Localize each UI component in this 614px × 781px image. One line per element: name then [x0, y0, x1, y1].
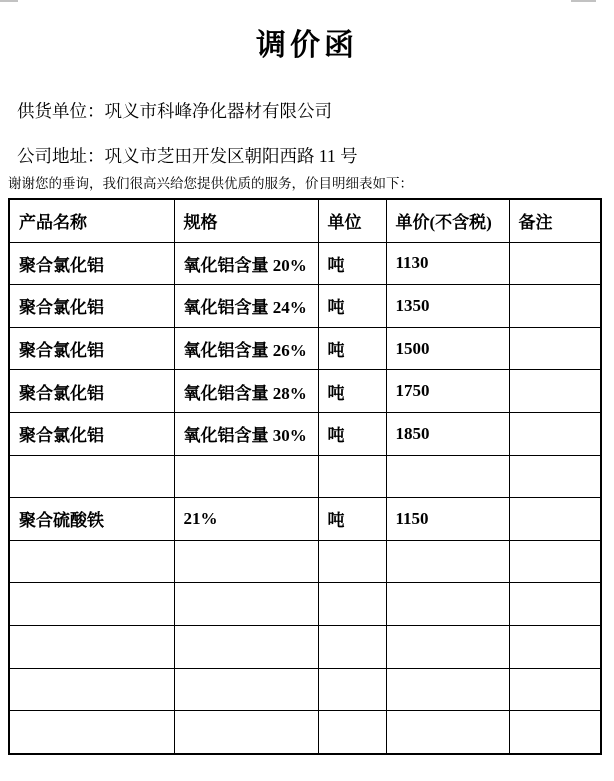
- table-cell: 聚合硫酸铁: [9, 498, 174, 541]
- table-cell: 吨: [318, 327, 386, 370]
- table-cell: 氧化铝含量 24%: [174, 285, 318, 328]
- table-cell: [509, 498, 601, 541]
- table-row: [9, 668, 601, 711]
- table-cell: [9, 711, 174, 754]
- price-table-body: [9, 242, 601, 754]
- page-title: 调价函: [256, 29, 358, 62]
- table-cell: [9, 625, 174, 668]
- table-cell: 聚合氯化铝: [9, 412, 174, 455]
- table-cell: [386, 540, 509, 583]
- table-cell: 1130: [386, 242, 509, 285]
- table-cell: 聚合氯化铝: [9, 285, 174, 328]
- table-cell: 氧化铝含量 28%: [174, 370, 318, 413]
- table-cell: [509, 455, 601, 498]
- table-cell: 氧化铝含量 20%: [174, 242, 318, 285]
- table-cell: 1500: [386, 327, 509, 370]
- table-cell: 聚合氯化铝: [9, 327, 174, 370]
- table-cell: 21%: [174, 498, 318, 541]
- column-header-2: 规格: [174, 199, 318, 242]
- table-cell: [509, 583, 601, 626]
- screen-edge-artifact-left: [0, 0, 18, 2]
- table-row: [9, 583, 601, 626]
- price-table: [8, 198, 602, 755]
- table-cell: 1850: [386, 412, 509, 455]
- table-cell: [318, 583, 386, 626]
- table-cell: 聚合氯化铝: [9, 242, 174, 285]
- table-cell: [318, 711, 386, 754]
- table-cell: [174, 625, 318, 668]
- table-cell: [386, 668, 509, 711]
- table-cell: [9, 668, 174, 711]
- table-cell: 1750: [386, 370, 509, 413]
- table-cell: 吨: [318, 242, 386, 285]
- table-cell: 聚合氯化铝: [9, 370, 174, 413]
- table-row: [9, 285, 601, 328]
- table-cell: [9, 455, 174, 498]
- table-cell: 吨: [318, 370, 386, 413]
- table-cell: 吨: [318, 498, 386, 541]
- table-cell: [318, 668, 386, 711]
- table-cell: [386, 455, 509, 498]
- table-cell: [386, 625, 509, 668]
- table-cell: [509, 625, 601, 668]
- table-cell: [174, 540, 318, 583]
- column-header-5: 备注: [509, 199, 601, 242]
- table-cell: 1350: [386, 285, 509, 328]
- table-cell: [318, 455, 386, 498]
- table-cell: [318, 540, 386, 583]
- table-cell: 氧化铝含量 26%: [174, 327, 318, 370]
- table-cell: [509, 370, 601, 413]
- table-row: [9, 412, 601, 455]
- table-cell: 吨: [318, 412, 386, 455]
- address-line: 公司地址：巩义市芝田开发区朝阳西路 11 号: [17, 146, 358, 166]
- price-table-header-row: [9, 199, 601, 242]
- table-row: [9, 455, 601, 498]
- table-cell: [386, 583, 509, 626]
- table-row: [9, 370, 601, 413]
- table-cell: [174, 711, 318, 754]
- screen-edge-artifact-right: [571, 0, 596, 2]
- table-cell: [386, 711, 509, 754]
- table-cell: [9, 583, 174, 626]
- table-cell: 1150: [386, 498, 509, 541]
- table-row: [9, 242, 601, 285]
- table-cell: 氧化铝含量 30%: [174, 412, 318, 455]
- table-row: [9, 711, 601, 754]
- table-cell: [9, 540, 174, 583]
- table-cell: [509, 285, 601, 328]
- table-row: [9, 498, 601, 541]
- table-row: [9, 625, 601, 668]
- table-cell: [509, 412, 601, 455]
- table-cell: [509, 668, 601, 711]
- column-header-3: 单位: [318, 199, 386, 242]
- table-cell: [174, 668, 318, 711]
- table-cell: [509, 242, 601, 285]
- table-cell: [174, 583, 318, 626]
- table-cell: 吨: [318, 285, 386, 328]
- table-row: [9, 327, 601, 370]
- table-cell: [174, 455, 318, 498]
- table-cell: [318, 625, 386, 668]
- table-cell: [509, 540, 601, 583]
- table-row: [9, 540, 601, 583]
- column-header-1: 产品名称: [9, 199, 174, 242]
- column-header-4: 单价(不含税): [386, 199, 509, 242]
- intro-line: 谢谢您的垂询，我们很高兴给您提供优质的服务，价目明细表如下：: [8, 176, 413, 191]
- table-cell: [509, 711, 601, 754]
- table-cell: [509, 327, 601, 370]
- supplier-line: 供货单位：巩义市科峰净化器材有限公司: [17, 101, 332, 121]
